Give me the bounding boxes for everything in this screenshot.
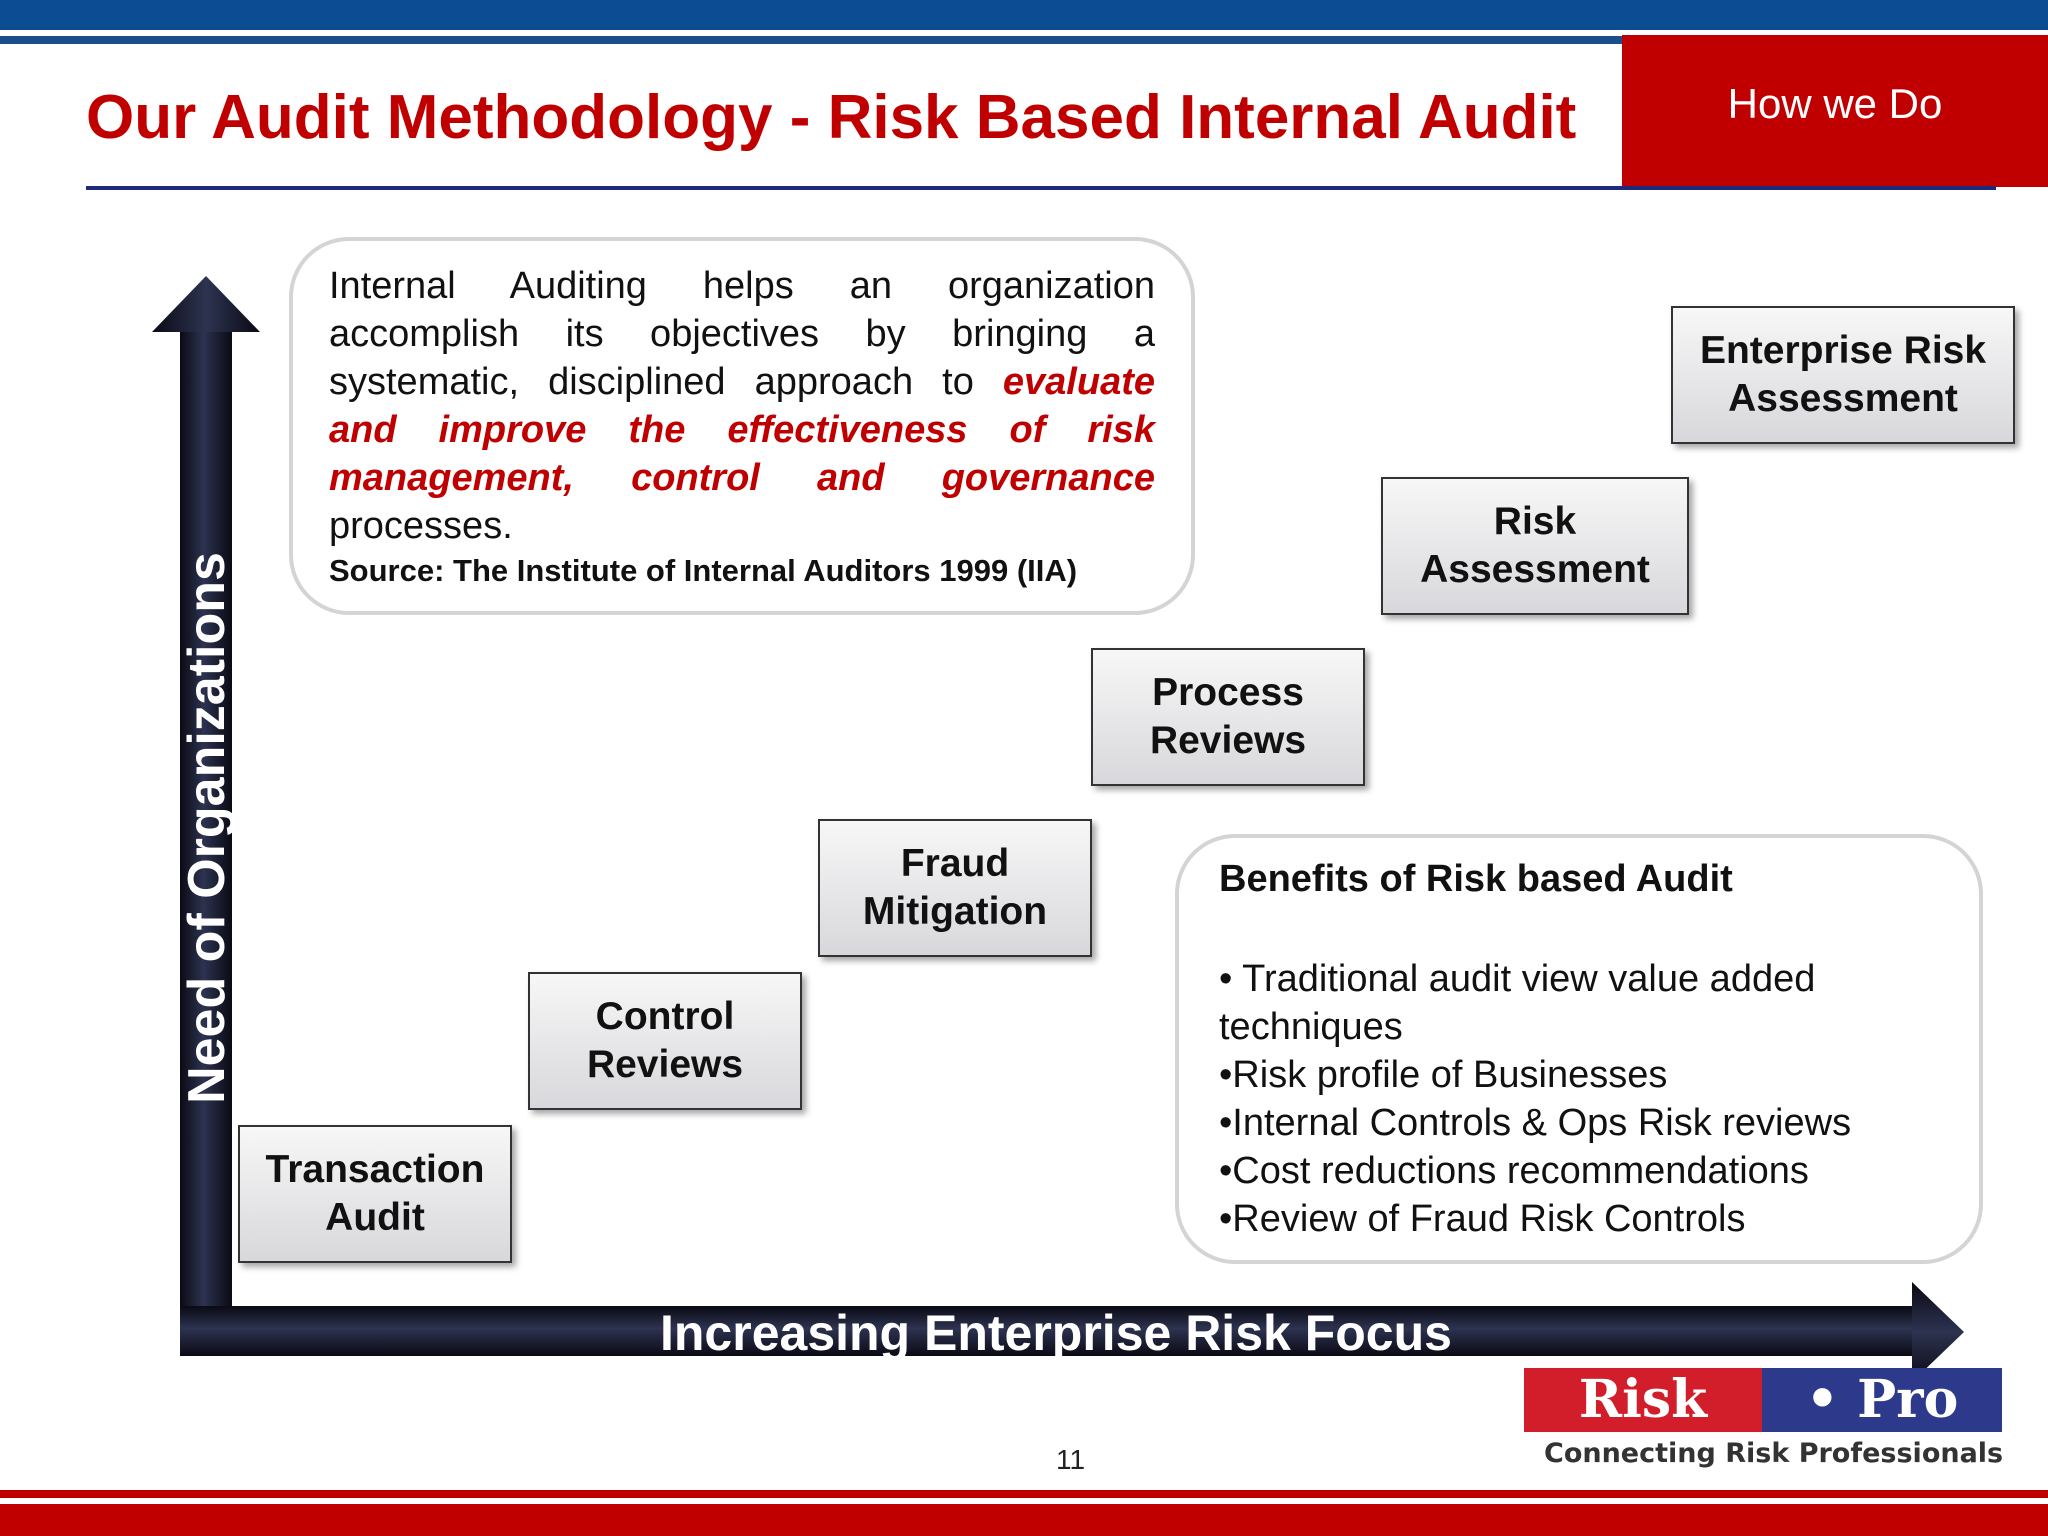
step-enterprise-risk-assessment: Enterprise Risk Assessment: [1671, 306, 2015, 444]
definition-emphasis: evaluate and improve the effectiveness of risk management, control and governance: [329, 361, 1155, 499]
logo-text-risk: Risk: [1524, 1368, 1762, 1432]
riskpro-logo: [1524, 1368, 2002, 1472]
list-item: • Traditional audit view value added techniques: [1219, 958, 1816, 1048]
bottom-rule: [0, 1490, 2048, 1498]
step-fraud-mitigation: Fraud Mitigation: [818, 819, 1092, 957]
step-control-reviews: Control Reviews: [528, 972, 802, 1110]
list-item: •Risk profile of Businesses: [1219, 1054, 1668, 1096]
list-item: •Review of Fraud Risk Controls: [1219, 1198, 1746, 1240]
title-underline: [86, 186, 1996, 190]
logo-text-pro: • Pro: [1762, 1368, 2002, 1432]
definition-source: Source: The Institute of Internal Auditors 1999 (IIA): [329, 553, 1078, 588]
logo-tagline: Connecting Risk Professionals: [1544, 1437, 2004, 1469]
bottom-banner: [0, 1504, 2048, 1536]
list-item: •Internal Controls & Ops Risk reviews: [1219, 1102, 1852, 1144]
page-number: 11: [1056, 1444, 1086, 1475]
benefits-list: [1219, 955, 1919, 1243]
y-axis-label: Need of Organizations: [178, 552, 236, 1104]
definition-text-end: processes.: [329, 505, 513, 547]
list-item: •Cost reductions recommendations: [1219, 1150, 1809, 1192]
definition-text-start: Internal Auditing helps an organization accomplish its objectives by bringing a systematic, disciplined approach to: [329, 265, 1155, 403]
top-banner: [0, 0, 2048, 30]
y-axis-arrowhead: [150, 274, 262, 334]
step-risk-assessment: Risk Assessment: [1381, 477, 1689, 615]
step-transaction-audit: Transaction Audit: [238, 1125, 512, 1263]
step-process-reviews: Process Reviews: [1091, 648, 1365, 786]
x-axis-label: Increasing Enterprise Risk Focus: [660, 1305, 1452, 1361]
page-title: Our Audit Methodology - Risk Based Internal Audit: [86, 83, 1577, 152]
definition-text: [329, 262, 1155, 550]
benefits-title: Benefits of Risk based Audit: [1219, 858, 1733, 900]
section-tab-label: How we Do: [1727, 80, 1943, 127]
